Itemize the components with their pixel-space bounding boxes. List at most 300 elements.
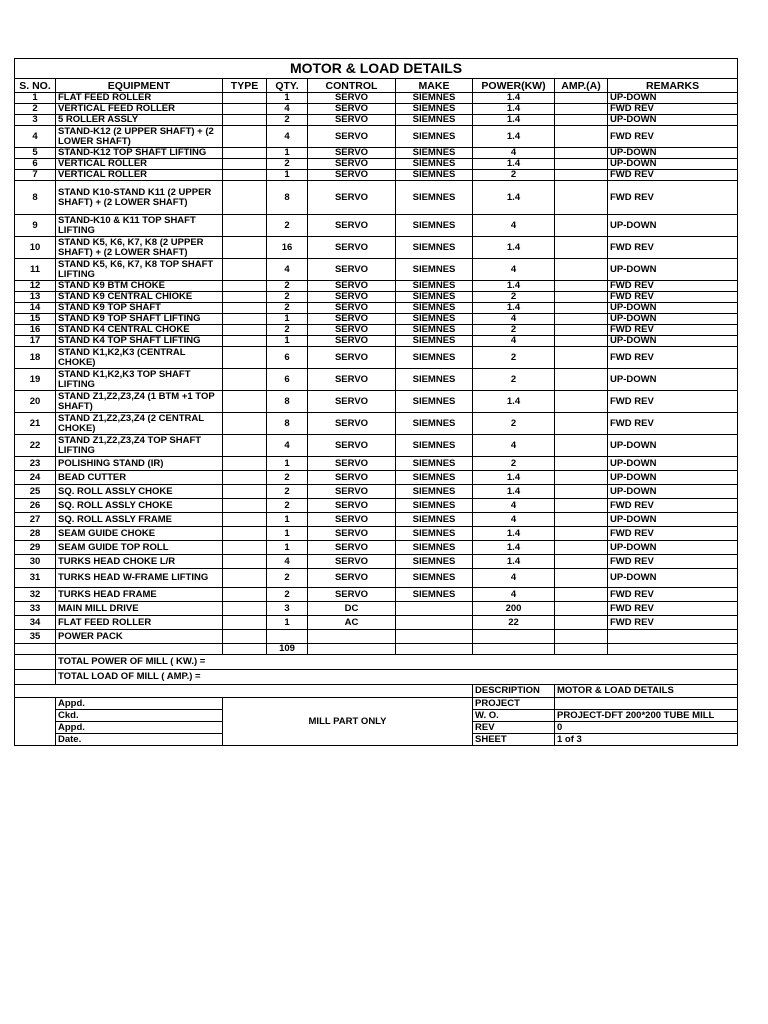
cell-type xyxy=(223,527,267,541)
cell-control: DC xyxy=(308,602,396,616)
cell-type xyxy=(223,369,267,391)
cell-remarks: UP-DOWN xyxy=(608,148,738,159)
cell-amp xyxy=(555,325,608,336)
cell-qty: 2 xyxy=(267,499,308,513)
cell-sno: 15 xyxy=(15,314,56,325)
mill-part-only: MILL PART ONLY xyxy=(223,698,473,746)
cell-remarks: UP-DOWN xyxy=(608,259,738,281)
cell-make: SIEMNES xyxy=(396,347,473,369)
cell-equipment: STAND K5, K6, K7, K8 TOP SHAFT LIFTING xyxy=(56,259,223,281)
cell-type xyxy=(223,555,267,569)
footer-value-project xyxy=(555,698,738,710)
table-row xyxy=(15,259,738,281)
cell-equipment: STAND K4 CENTRAL CHOKE xyxy=(56,325,223,336)
cell-remarks: FWD REV xyxy=(608,237,738,259)
cell-control: SERVO xyxy=(308,471,396,485)
cell-sno: 24 xyxy=(15,471,56,485)
cell-amp xyxy=(555,499,608,513)
cell-type xyxy=(223,281,267,292)
cell-equipment: STAND Z1,Z2,Z3,Z4 (2 CENTRAL CHOKE) xyxy=(56,413,223,435)
cell-power: 1.4 xyxy=(473,181,555,215)
table-row xyxy=(15,499,738,513)
cell-power: 4 xyxy=(473,588,555,602)
cell-type xyxy=(223,336,267,347)
cell-equipment: STAND-K12 TOP SHAFT LIFTING xyxy=(56,148,223,159)
table-row xyxy=(15,588,738,602)
cell-amp xyxy=(555,541,608,555)
cell-power: 1.4 xyxy=(473,555,555,569)
cell-sno: 8 xyxy=(15,181,56,215)
cell-sno: 7 xyxy=(15,170,56,181)
cell-power: 1.4 xyxy=(473,104,555,115)
footer-ckd: Ckd. xyxy=(56,710,223,722)
total-power-label: TOTAL POWER OF MILL ( KW.) = xyxy=(56,655,738,670)
cell-sno: 19 xyxy=(15,369,56,391)
cell-sno: 32 xyxy=(15,588,56,602)
cell-make xyxy=(396,602,473,616)
cell-type xyxy=(223,413,267,435)
cell-remarks: FWD REV xyxy=(608,555,738,569)
cell-make: SIEMNES xyxy=(396,159,473,170)
cell-equipment: FLAT FEED ROLLER xyxy=(56,93,223,104)
cell-amp xyxy=(555,588,608,602)
cell-control: SERVO xyxy=(308,485,396,499)
cell-equipment: 5 ROLLER ASSLY xyxy=(56,115,223,126)
cell-remarks: FWD REV xyxy=(608,602,738,616)
table-row xyxy=(15,281,738,292)
cell-remarks: FWD REV xyxy=(608,616,738,630)
table-row xyxy=(15,170,738,181)
cell-remarks: UP-DOWN xyxy=(608,485,738,499)
cell-sno: 6 xyxy=(15,159,56,170)
table-row xyxy=(15,602,738,616)
cell-qty: 2 xyxy=(267,303,308,314)
cell-equipment: STAND K9 TOP SHAFT LIFTING xyxy=(56,314,223,325)
cell-amp xyxy=(555,303,608,314)
cell-amp xyxy=(555,347,608,369)
cell-equipment: STAND-K10 & K11 TOP SHAFT LIFTING xyxy=(56,215,223,237)
cell-qty: 2 xyxy=(267,325,308,336)
cell-power: 200 xyxy=(473,602,555,616)
cell-make: SIEMNES xyxy=(396,303,473,314)
cell-make: SIEMNES xyxy=(396,148,473,159)
cell-qty: 2 xyxy=(267,471,308,485)
table-row xyxy=(15,93,738,104)
cell-make: SIEMNES xyxy=(396,237,473,259)
cell-control: SERVO xyxy=(308,457,396,471)
cell-amp xyxy=(555,435,608,457)
total-load-label: TOTAL LOAD OF MILL ( AMP.) = xyxy=(56,670,738,685)
cell-qty: 1 xyxy=(267,541,308,555)
cell-equipment: SQ. ROLL ASSLY FRAME xyxy=(56,513,223,527)
cell-control: SERVO xyxy=(308,292,396,303)
cell-remarks: FWD REV xyxy=(608,170,738,181)
cell-qty: 4 xyxy=(267,555,308,569)
cell-qty: 16 xyxy=(267,237,308,259)
cell-type xyxy=(223,616,267,630)
cell-amp xyxy=(555,485,608,499)
cell-qty: 2 xyxy=(267,292,308,303)
cell-type xyxy=(223,541,267,555)
footer-label-rev: REV xyxy=(473,722,555,734)
cell-qty xyxy=(267,630,308,644)
cell-sno: 25 xyxy=(15,485,56,499)
cell-control: SERVO xyxy=(308,336,396,347)
cell-type xyxy=(223,126,267,148)
cell-control: SERVO xyxy=(308,148,396,159)
cell-make: SIEMNES xyxy=(396,181,473,215)
cell-remarks: UP-DOWN xyxy=(608,369,738,391)
table-row xyxy=(15,336,738,347)
cell-type xyxy=(223,314,267,325)
cell-sno: 5 xyxy=(15,148,56,159)
cell-make: SIEMNES xyxy=(396,314,473,325)
cell-power: 2 xyxy=(473,369,555,391)
cell-control: SERVO xyxy=(308,314,396,325)
cell-remarks: UP-DOWN xyxy=(608,541,738,555)
cell-amp xyxy=(555,457,608,471)
cell-sno: 1 xyxy=(15,93,56,104)
cell-qty: 1 xyxy=(267,148,308,159)
cell-power: 1.4 xyxy=(473,391,555,413)
cell-qty: 2 xyxy=(267,281,308,292)
cell-make: SIEMNES xyxy=(396,325,473,336)
cell-amp xyxy=(555,93,608,104)
cell-sno: 17 xyxy=(15,336,56,347)
footer-date: Date. xyxy=(56,734,223,746)
cell-amp xyxy=(555,527,608,541)
cell-amp xyxy=(555,237,608,259)
cell-remarks: FWD REV xyxy=(608,413,738,435)
cell-type xyxy=(223,159,267,170)
cell-sno: 35 xyxy=(15,630,56,644)
cell-qty: 2 xyxy=(267,115,308,126)
cell-equipment: STAND-K12 (2 UPPER SHAFT) + (2 LOWER SHAFT) xyxy=(56,126,223,148)
cell-control: SERVO xyxy=(308,588,396,602)
cell-remarks: FWD REV xyxy=(608,104,738,115)
cell-sno: 2 xyxy=(15,104,56,115)
cell-equipment: VERTICAL ROLLER xyxy=(56,170,223,181)
cell-amp xyxy=(555,369,608,391)
cell-equipment: SQ. ROLL ASSLY CHOKE xyxy=(56,485,223,499)
cell-amp xyxy=(555,569,608,588)
cell-make: SIEMNES xyxy=(396,413,473,435)
cell-control: SERVO xyxy=(308,513,396,527)
cell-remarks: FWD REV xyxy=(608,126,738,148)
cell-sno: 23 xyxy=(15,457,56,471)
cell-qty: 8 xyxy=(267,181,308,215)
cell-remarks: FWD REV xyxy=(608,499,738,513)
cell-power: 2 xyxy=(473,292,555,303)
cell-equipment: POWER PACK xyxy=(56,630,223,644)
cell-sno: 3 xyxy=(15,115,56,126)
cell-control: AC xyxy=(308,616,396,630)
cell-make: SIEMNES xyxy=(396,513,473,527)
cell-type xyxy=(223,303,267,314)
cell-type xyxy=(223,292,267,303)
table-row xyxy=(15,325,738,336)
cell-qty: 1 xyxy=(267,93,308,104)
cell-remarks: FWD REV xyxy=(608,292,738,303)
cell-amp xyxy=(555,104,608,115)
cell-type xyxy=(223,602,267,616)
cell-sno: 21 xyxy=(15,413,56,435)
cell-control: SERVO xyxy=(308,215,396,237)
table-row xyxy=(15,237,738,259)
cell-sno: 22 xyxy=(15,435,56,457)
cell-qty: 2 xyxy=(267,485,308,499)
cell-make: SIEMNES xyxy=(396,93,473,104)
cell-equipment: SEAM GUIDE TOP ROLL xyxy=(56,541,223,555)
header-type: TYPE xyxy=(223,79,267,93)
table-row xyxy=(15,369,738,391)
cell-qty: 1 xyxy=(267,527,308,541)
cell-qty: 1 xyxy=(267,314,308,325)
cell-amp xyxy=(555,413,608,435)
table-row xyxy=(15,115,738,126)
cell-make: SIEMNES xyxy=(396,499,473,513)
table-row xyxy=(15,303,738,314)
cell-qty: 8 xyxy=(267,413,308,435)
cell-sno: 34 xyxy=(15,616,56,630)
cell-qty: 1 xyxy=(267,513,308,527)
header-qty: QTY. xyxy=(267,79,308,93)
cell-control: SERVO xyxy=(308,555,396,569)
cell-power: 4 xyxy=(473,513,555,527)
cell-power: 1.4 xyxy=(473,471,555,485)
cell-power: 4 xyxy=(473,314,555,325)
cell-power: 1.4 xyxy=(473,93,555,104)
cell-remarks: UP-DOWN xyxy=(608,435,738,457)
cell-remarks: UP-DOWN xyxy=(608,336,738,347)
cell-type xyxy=(223,630,267,644)
cell-sno: 29 xyxy=(15,541,56,555)
cell-make: SIEMNES xyxy=(396,115,473,126)
cell-power: 2 xyxy=(473,170,555,181)
cell-qty: 4 xyxy=(267,259,308,281)
cell-control: SERVO xyxy=(308,413,396,435)
footer-appd-2: Appd. xyxy=(56,722,223,734)
table-row xyxy=(15,181,738,215)
cell-remarks: FWD REV xyxy=(608,281,738,292)
cell-control: SERVO xyxy=(308,259,396,281)
footer-row-1 xyxy=(15,685,738,698)
total-power-row xyxy=(15,655,738,670)
cell-qty: 6 xyxy=(267,347,308,369)
cell-type xyxy=(223,588,267,602)
cell-equipment: MAIN MILL DRIVE xyxy=(56,602,223,616)
cell-power: 1.4 xyxy=(473,527,555,541)
cell-power: 22 xyxy=(473,616,555,630)
cell-control: SERVO xyxy=(308,181,396,215)
cell-type xyxy=(223,347,267,369)
cell-type xyxy=(223,237,267,259)
cell-power: 2 xyxy=(473,457,555,471)
cell-type xyxy=(223,104,267,115)
cell-control: SERVO xyxy=(308,170,396,181)
cell-amp xyxy=(555,292,608,303)
cell-power: 4 xyxy=(473,336,555,347)
cell-amp xyxy=(555,159,608,170)
cell-control: SERVO xyxy=(308,126,396,148)
table-row xyxy=(15,457,738,471)
cell-amp xyxy=(555,115,608,126)
cell-type xyxy=(223,93,267,104)
cell-make: SIEMNES xyxy=(396,527,473,541)
cell-make: SIEMNES xyxy=(396,259,473,281)
header-equipment: EQUIPMENT xyxy=(56,79,223,93)
table-row xyxy=(15,126,738,148)
footer-value-description: MOTOR & LOAD DETAILS xyxy=(555,685,738,698)
cell-amp xyxy=(555,471,608,485)
table-row xyxy=(15,527,738,541)
cell-type xyxy=(223,391,267,413)
cell-power xyxy=(473,630,555,644)
table-row xyxy=(15,148,738,159)
cell-make: SIEMNES xyxy=(396,281,473,292)
cell-remarks: UP-DOWN xyxy=(608,569,738,588)
cell-type xyxy=(223,115,267,126)
cell-type xyxy=(223,325,267,336)
cell-equipment: STAND K4 TOP SHAFT LIFTING xyxy=(56,336,223,347)
cell-remarks: UP-DOWN xyxy=(608,314,738,325)
cell-type xyxy=(223,485,267,499)
cell-control: SERVO xyxy=(308,435,396,457)
qty-total-row xyxy=(15,644,738,655)
cell-control: SERVO xyxy=(308,499,396,513)
cell-control: SERVO xyxy=(308,159,396,170)
cell-type xyxy=(223,170,267,181)
cell-make: SIEMNES xyxy=(396,457,473,471)
cell-remarks xyxy=(608,630,738,644)
cell-power: 2 xyxy=(473,325,555,336)
footer-value-wo: PROJECT-DFT 200*200 TUBE MILL xyxy=(555,710,738,722)
cell-qty: 1 xyxy=(267,170,308,181)
cell-sno: 31 xyxy=(15,569,56,588)
cell-power: 1.4 xyxy=(473,485,555,499)
cell-make: SIEMNES xyxy=(396,369,473,391)
cell-equipment: POLISHING STAND (IR) xyxy=(56,457,223,471)
cell-sno: 4 xyxy=(15,126,56,148)
cell-sno: 12 xyxy=(15,281,56,292)
cell-power: 4 xyxy=(473,569,555,588)
cell-remarks: UP-DOWN xyxy=(608,513,738,527)
cell-power: 1.4 xyxy=(473,303,555,314)
cell-power: 1.4 xyxy=(473,281,555,292)
table-row xyxy=(15,314,738,325)
cell-amp xyxy=(555,170,608,181)
cell-control: SERVO xyxy=(308,391,396,413)
cell-sno: 18 xyxy=(15,347,56,369)
table-row xyxy=(15,569,738,588)
cell-make: SIEMNES xyxy=(396,541,473,555)
header-amp: AMP.(A) xyxy=(555,79,608,93)
cell-sno: 26 xyxy=(15,499,56,513)
table-row xyxy=(15,616,738,630)
cell-amp xyxy=(555,513,608,527)
cell-qty: 2 xyxy=(267,159,308,170)
cell-equipment: STAND K5, K6, K7, K8 (2 UPPER SHAFT) + (2 LOWER SHAFT) xyxy=(56,237,223,259)
footer-row-2 xyxy=(15,698,738,710)
cell-power: 4 xyxy=(473,148,555,159)
cell-equipment: TURKS HEAD FRAME xyxy=(56,588,223,602)
table-row xyxy=(15,159,738,170)
cell-control: SERVO xyxy=(308,93,396,104)
cell-remarks: UP-DOWN xyxy=(608,303,738,314)
cell-sno: 14 xyxy=(15,303,56,314)
cell-power: 4 xyxy=(473,259,555,281)
cell-equipment: VERTICAL ROLLER xyxy=(56,159,223,170)
cell-equipment: STAND K1,K2,K3 (CENTRAL CHOKE) xyxy=(56,347,223,369)
header-remarks: REMARKS xyxy=(608,79,738,93)
cell-type xyxy=(223,435,267,457)
cell-control: SERVO xyxy=(308,347,396,369)
cell-remarks: FWD REV xyxy=(608,181,738,215)
cell-remarks: UP-DOWN xyxy=(608,457,738,471)
cell-equipment: STAND K9 TOP SHAFT xyxy=(56,303,223,314)
header-sno: S. NO. xyxy=(15,79,56,93)
cell-control: SERVO xyxy=(308,303,396,314)
cell-remarks: UP-DOWN xyxy=(608,215,738,237)
cell-qty: 4 xyxy=(267,126,308,148)
footer-label-project: PROJECT xyxy=(473,698,555,710)
cell-amp xyxy=(555,148,608,159)
cell-remarks: FWD REV xyxy=(608,347,738,369)
footer-value-sheet: 1 of 3 xyxy=(555,734,738,746)
cell-qty: 4 xyxy=(267,104,308,115)
cell-control: SERVO xyxy=(308,527,396,541)
cell-power: 1.4 xyxy=(473,115,555,126)
cell-remarks: UP-DOWN xyxy=(608,471,738,485)
cell-make xyxy=(396,630,473,644)
cell-make: SIEMNES xyxy=(396,104,473,115)
total-load-row xyxy=(15,670,738,685)
cell-make: SIEMNES xyxy=(396,435,473,457)
cell-make: SIEMNES xyxy=(396,555,473,569)
cell-remarks: UP-DOWN xyxy=(608,159,738,170)
cell-type xyxy=(223,499,267,513)
cell-equipment: BEAD CUTTER xyxy=(56,471,223,485)
cell-amp xyxy=(555,555,608,569)
cell-qty: 8 xyxy=(267,391,308,413)
cell-amp xyxy=(555,215,608,237)
table-row xyxy=(15,215,738,237)
footer-label-description: DESCRIPTION xyxy=(473,685,555,698)
qty-total: 109 xyxy=(267,644,308,655)
cell-remarks: FWD REV xyxy=(608,527,738,541)
cell-equipment: VERTICAL FEED ROLLER xyxy=(56,104,223,115)
cell-sno: 30 xyxy=(15,555,56,569)
cell-type xyxy=(223,215,267,237)
cell-control: SERVO xyxy=(308,541,396,555)
cell-remarks: FWD REV xyxy=(608,325,738,336)
cell-sno: 27 xyxy=(15,513,56,527)
cell-equipment: STAND Z1,Z2,Z3,Z4 (1 BTM +1 TOP SHAFT) xyxy=(56,391,223,413)
header-row xyxy=(15,79,738,93)
header-make: MAKE xyxy=(396,79,473,93)
cell-make: SIEMNES xyxy=(396,569,473,588)
cell-amp xyxy=(555,181,608,215)
cell-amp xyxy=(555,630,608,644)
footer-label-sheet: SHEET xyxy=(473,734,555,746)
cell-qty: 1 xyxy=(267,616,308,630)
cell-equipment: FLAT FEED ROLLER xyxy=(56,616,223,630)
cell-qty: 3 xyxy=(267,602,308,616)
cell-make: SIEMNES xyxy=(396,126,473,148)
table-row xyxy=(15,292,738,303)
cell-control xyxy=(308,630,396,644)
cell-equipment: TURKS HEAD W-FRAME LIFTING xyxy=(56,569,223,588)
